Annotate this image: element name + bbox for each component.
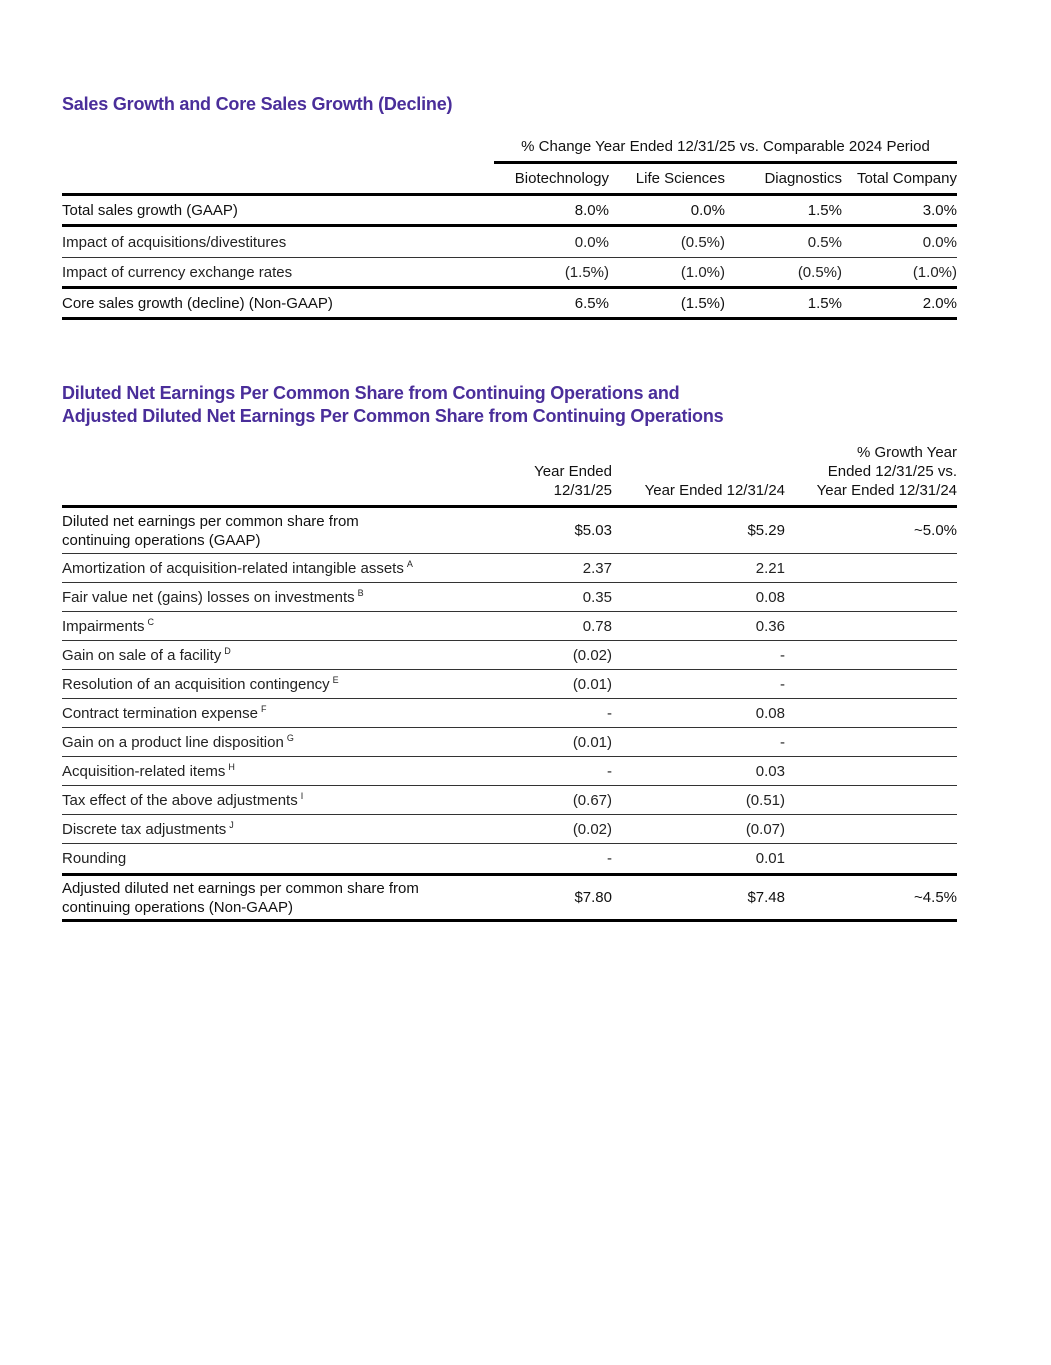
diluted-eps-title-line2: Adjusted Diluted Net Earnings Per Common Share from Continuing Operations [62,406,724,426]
footnote-marker: H [228,761,235,772]
diluted-eps-title-line1: Diluted Net Earnings Per Common Share from Continuing Operations and [62,383,680,403]
cell-2025: (0.01) [572,733,612,751]
cell-2025: $5.03 [574,522,612,539]
cell-2024: 2.21 [755,559,785,577]
cell-2025: - [607,704,612,722]
table-row-total-sales-growth [62,196,957,227]
footnote-marker: F [260,703,267,714]
cell-biotechnology: 6.5% [574,294,609,312]
cell-2025: 0.78 [582,617,612,635]
row-label-line2: continuing operations (GAAP) [62,531,261,549]
row-label [62,734,484,751]
cell-diagnostics: 0.5% [807,233,842,251]
column-header-2024: Year Ended 12/31/24 [644,482,785,499]
row-label-text: Acquisition-related items [62,762,226,780]
cell-diagnostics: 1.5% [807,201,842,219]
footnote-marker: E [332,674,339,685]
row-label [62,512,484,550]
column-header-growth-line3: Year Ended 12/31/24 [816,482,957,499]
cell-2024: - [780,646,785,664]
table-row-product-line-disposition [62,728,957,757]
row-label [62,618,484,635]
table-row-amortization [62,554,957,583]
table-row-acquisition-related-items [62,757,957,786]
footnote-marker: D [224,645,231,656]
sales-growth-table [62,136,957,320]
cell-total-company: 2.0% [922,294,957,312]
cell-2024: 0.08 [755,588,785,606]
row-label-line1: Diluted net earnings per common share from [62,512,359,530]
row-label-text: Gain on a product line disposition [62,733,284,751]
table-row-impairments [62,612,957,641]
cell-total-company: 0.0% [922,233,957,251]
row-label-text: Discrete tax adjustments [62,820,227,838]
row-label-text: Impairments [62,617,145,635]
column-header-life-sciences: Life Sciences [635,170,725,187]
diluted-eps-header-row [62,446,957,508]
cell-life-sciences: (1.5%) [680,294,725,312]
cell-2025: (0.02) [572,820,612,838]
cell-2025: 2.37 [582,559,612,577]
table-row-facility-sale [62,641,957,670]
cell-2025: - [607,850,612,867]
table-row-acquisition-contingency [62,670,957,699]
table-row-acquisitions-impact [62,227,957,258]
cell-growth: ~4.5% [914,889,957,906]
cell-2024: 0.01 [755,850,785,867]
row-label [62,589,484,606]
row-label [62,821,484,838]
column-header-growth [785,443,957,500]
table-row-core-sales-growth [62,289,957,320]
cell-2024: 0.08 [755,704,785,722]
cell-2025: (0.02) [572,646,612,664]
cell-2025: $7.80 [574,889,612,906]
cell-2025: (0.67) [572,791,612,809]
row-label-line1: Adjusted diluted net earnings per common share from [62,879,419,897]
cell-total-company: 3.0% [922,201,957,219]
footnote-marker: B [357,587,364,598]
column-header-biotechnology: Biotechnology [514,170,609,187]
row-label-text: Resolution of an acquisition contingency [62,675,330,693]
cell-2024: 0.03 [755,762,785,780]
cell-life-sciences: (0.5%) [680,233,725,251]
column-header-growth-line2: Ended 12/31/25 vs. [827,463,957,480]
cell-2024: - [780,733,785,751]
row-label [62,705,484,722]
column-header-growth-line1: % Growth Year [856,444,957,461]
column-header-total-company: Total Company [856,170,957,187]
footnote-marker: I [300,790,304,801]
row-label-text: Amortization of acquisition-related intangible assets [62,559,404,577]
sales-growth-header-row [62,164,957,196]
table-row-contract-termination [62,699,957,728]
cell-2025: (0.01) [572,675,612,693]
table-row-fair-value [62,583,957,612]
row-label: Total sales growth (GAAP) [62,201,238,219]
cell-2024: (0.51) [745,791,785,809]
cell-2024: (0.07) [745,820,785,838]
cell-life-sciences: 0.0% [690,201,725,219]
table-row-rounding [62,844,957,876]
diluted-eps-table [62,446,957,922]
table-row-tax-effect [62,786,957,815]
row-label [62,879,484,917]
column-header-diagnostics: Diagnostics [764,170,842,187]
row-label: Impact of acquisitions/divestitures [62,233,287,251]
row-label [62,792,484,809]
row-label-text: Rounding [62,850,127,867]
table-row-gaap-eps [62,508,957,554]
cell-biotechnology: (1.5%) [564,263,609,281]
table-row-adjusted-eps [62,876,957,922]
cell-2024: $7.48 [747,889,785,906]
row-label-text: Tax effect of the above adjustments [62,791,298,809]
cell-2025: 0.35 [582,588,612,606]
column-header-2025: Year Ended 12/31/25 [534,463,612,499]
cell-2024: $5.29 [747,522,785,539]
cell-2024: 0.36 [755,617,785,635]
footnote-marker: C [147,616,155,627]
row-label [62,676,484,693]
cell-biotechnology: 0.0% [574,233,609,251]
cell-life-sciences: (1.0%) [680,263,725,281]
row-label [62,850,484,867]
cell-diagnostics: 1.5% [807,294,842,312]
footnote-marker: A [406,558,413,569]
cell-biotechnology: 8.0% [574,201,609,219]
row-label: Impact of currency exchange rates [62,263,293,281]
footnote-marker: J [229,819,234,830]
row-label [62,763,484,780]
row-label-text: Contract termination expense [62,704,258,722]
cell-2025: - [607,762,612,780]
table-row-currency-impact [62,258,957,289]
row-label: Core sales growth (decline) (Non-GAAP) [62,294,333,312]
cell-2024: - [780,675,785,693]
table-row-discrete-tax [62,815,957,844]
cell-diagnostics: (0.5%) [797,263,842,281]
period-super-header: % Change Year Ended 12/31/25 vs. Comparable 2024 Period [494,136,957,164]
footnote-marker: G [286,732,294,743]
row-label-text: Gain on sale of a facility [62,646,222,664]
row-label [62,560,484,577]
diluted-eps-title [62,382,723,428]
row-label [62,647,484,664]
row-label-text: Fair value net (gains) losses on investments [62,588,355,606]
sales-growth-title: Sales Growth and Core Sales Growth (Decline) [62,94,453,114]
cell-total-company: (1.0%) [912,263,957,281]
cell-growth: ~5.0% [914,522,957,539]
row-label-line2: continuing operations (Non-GAAP) [62,898,293,916]
